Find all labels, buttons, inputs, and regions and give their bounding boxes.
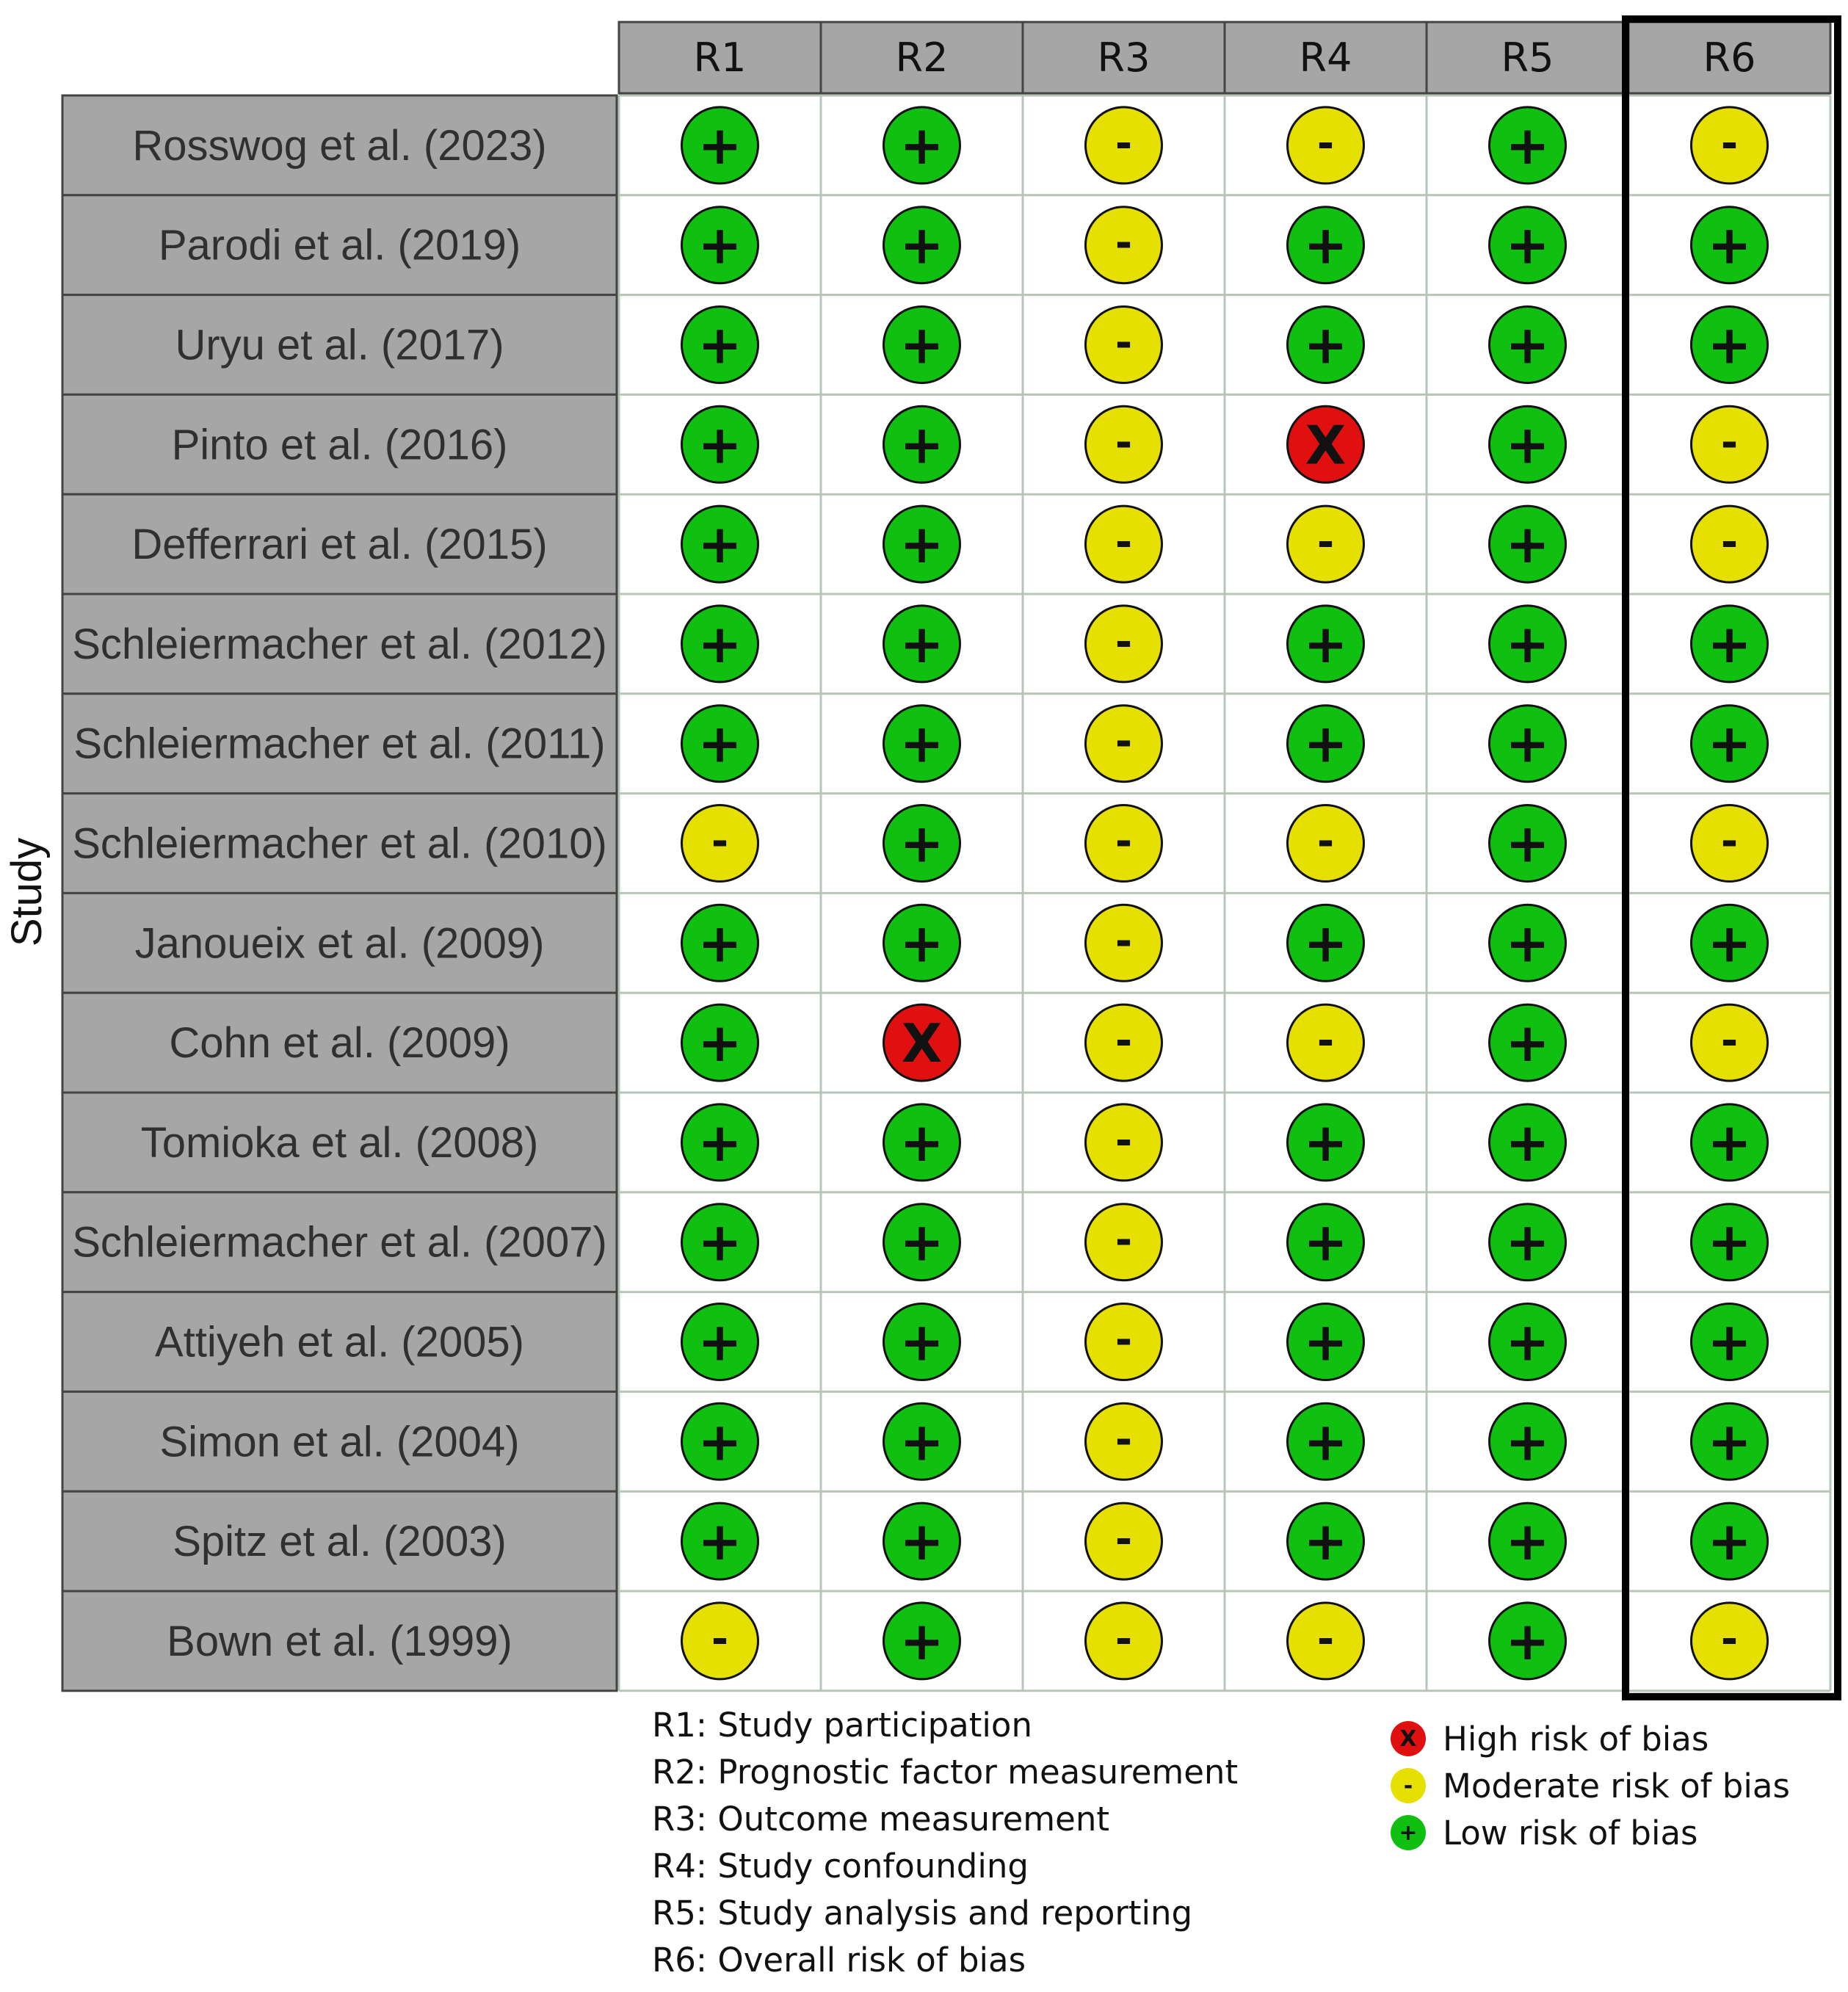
rating-mark-low: [884, 606, 960, 682]
legend-label: High risk of bias: [1443, 1720, 1709, 1759]
rating-mark-low: [682, 1304, 758, 1380]
rating-mark-low: [1490, 1603, 1566, 1679]
rating-symbol: +: [899, 1211, 944, 1273]
rating-symbol: +: [1707, 314, 1752, 376]
rating-mark-low: [1692, 1403, 1768, 1479]
rating-symbol: -: [1115, 1216, 1133, 1264]
study-label: Pinto et al. (2016): [171, 421, 508, 469]
rating-mark-moderate: [1692, 1603, 1768, 1679]
rating-symbol: -: [1720, 119, 1739, 167]
rating-mark-low: [1288, 706, 1364, 782]
rating-mark-moderate: [1086, 905, 1162, 981]
rating-mark-moderate: [1692, 107, 1768, 184]
rating-symbol: +: [1505, 712, 1550, 775]
domain-key-item: R5: Study analysis and reporting: [652, 1894, 1193, 1933]
rating-mark-low: [1490, 905, 1566, 981]
rating-mark-low: [884, 207, 960, 283]
rating-mark-low: [1288, 1304, 1364, 1380]
rating-symbol: -: [1115, 1416, 1133, 1464]
rating-mark-low: [682, 706, 758, 782]
rating-symbol: -: [1316, 1017, 1335, 1065]
legend-symbol: X: [1399, 1726, 1417, 1752]
rating-symbol: +: [697, 1510, 742, 1573]
rating-mark-low: [1692, 207, 1768, 283]
rating-mark-moderate: [682, 1603, 758, 1679]
rating-mark-moderate: [1086, 1603, 1162, 1679]
rating-mark-low: [1692, 1304, 1768, 1380]
rating-mark-moderate: [682, 805, 758, 882]
rating-symbol: -: [1115, 319, 1133, 367]
rating-mark-moderate: [1086, 1503, 1162, 1579]
rating-symbol: +: [899, 1111, 944, 1173]
rating-mark-moderate: [1086, 107, 1162, 184]
rating-symbol: +: [1303, 214, 1348, 276]
study-label: Bown et al. (1999): [167, 1617, 512, 1665]
study-label: Spitz et al. (2003): [173, 1518, 507, 1566]
rating-symbol: +: [697, 712, 742, 775]
rating-symbol: +: [1505, 314, 1550, 376]
rating-mark-high: [884, 1004, 960, 1081]
rating-mark-moderate: [1288, 1603, 1364, 1679]
rating-mark-low: [1288, 207, 1364, 283]
rating-symbol: +: [899, 114, 944, 176]
rating-symbol: +: [697, 314, 742, 376]
rating-mark-low: [1692, 307, 1768, 383]
rating-mark-moderate: [1086, 1104, 1162, 1181]
rating-symbol: +: [899, 214, 944, 276]
rating-symbol: +: [899, 513, 944, 576]
column-header-layer: [619, 22, 1830, 93]
rating-mark-moderate: [1288, 1004, 1364, 1081]
domain-key-item: R1: Study participation: [652, 1706, 1032, 1745]
legend-item-low: [1391, 1814, 1698, 1852]
rating-mark-low: [682, 506, 758, 582]
rating-mark-low: [682, 406, 758, 482]
rating-symbol: -: [1720, 817, 1739, 866]
rating-symbol: -: [1720, 419, 1739, 467]
rating-symbol: -: [1316, 1615, 1335, 1663]
rating-symbol: +: [1303, 1311, 1348, 1373]
rating-symbol: +: [1505, 214, 1550, 276]
axis-layer: [3, 838, 51, 946]
study-label: Simon et al. (2004): [159, 1418, 520, 1466]
domain-key-item: R3: Outcome measurement: [652, 1800, 1109, 1839]
study-label: Tomioka et al. (2008): [140, 1118, 539, 1167]
rating-mark-moderate: [1692, 406, 1768, 482]
rating-mark-low: [884, 1403, 960, 1479]
rating-symbol: +: [899, 812, 944, 874]
study-label: Schleiermacher et al. (2007): [72, 1218, 607, 1267]
column-header-r1: R1: [693, 35, 747, 81]
rating-symbol: +: [1505, 912, 1550, 974]
rating-mark-low: [884, 1204, 960, 1281]
rating-mark-low: [1490, 1403, 1566, 1479]
rating-symbol: +: [1707, 214, 1752, 276]
rating-symbol: +: [1303, 314, 1348, 376]
rating-symbol: -: [1316, 817, 1335, 866]
rating-symbol: +: [1505, 1012, 1550, 1074]
rating-symbol: -: [1115, 1116, 1133, 1165]
rating-mark-low: [1490, 1304, 1566, 1380]
rating-mark-low: [1692, 1503, 1768, 1579]
rating-mark-low: [1490, 606, 1566, 682]
rating-mark-low: [1288, 1104, 1364, 1181]
rating-symbol: +: [899, 1609, 944, 1672]
column-header-r4: R4: [1299, 35, 1352, 81]
study-label: Parodi et al. (2019): [158, 221, 521, 269]
rating-symbol: +: [1303, 1510, 1348, 1573]
rating-symbol: +: [1303, 1211, 1348, 1273]
rating-mark-low: [1692, 706, 1768, 782]
domain-key-item: R2: Prognostic factor measurement: [652, 1753, 1239, 1792]
rating-mark-low: [1490, 307, 1566, 383]
rating-mark-moderate: [1086, 706, 1162, 782]
rating-symbol: -: [711, 817, 729, 866]
rating-mark-moderate: [1086, 606, 1162, 682]
rating-symbol: +: [899, 712, 944, 775]
rating-mark-low: [682, 1204, 758, 1281]
rating-symbol: +: [1707, 712, 1752, 775]
rating-symbol: -: [1115, 119, 1133, 167]
rating-mark-moderate: [1086, 1204, 1162, 1281]
rating-symbol: +: [1707, 1410, 1752, 1473]
rating-mark-low: [1288, 1403, 1364, 1479]
legend-label: Low risk of bias: [1443, 1814, 1698, 1852]
rating-symbol: -: [1115, 1316, 1133, 1364]
rating-mark-low: [884, 1104, 960, 1181]
rating-mark-low: [1288, 307, 1364, 383]
column-header-r5: R5: [1501, 35, 1554, 81]
legend-item-moderate: [1391, 1767, 1790, 1806]
rating-symbol: -: [1720, 1017, 1739, 1065]
rating-symbol: +: [1505, 1111, 1550, 1173]
rating-mark-moderate: [1086, 307, 1162, 383]
rating-mark-moderate: [1086, 805, 1162, 882]
rating-mark-low: [1490, 1503, 1566, 1579]
rating-symbol: +: [697, 1410, 742, 1473]
rating-mark-low: [682, 207, 758, 283]
rating-symbol: +: [899, 612, 944, 675]
rating-symbol: -: [1115, 817, 1133, 866]
rating-symbol: +: [1505, 1211, 1550, 1273]
column-header-r3: R3: [1097, 35, 1151, 81]
rating-symbol: -: [1115, 518, 1133, 567]
rating-mark-low: [1490, 1204, 1566, 1281]
rating-symbol: +: [697, 1012, 742, 1074]
rating-mark-low: [1692, 1204, 1768, 1281]
rating-symbol: +: [899, 1510, 944, 1573]
rating-mark-low: [884, 706, 960, 782]
rating-symbol: +: [697, 513, 742, 576]
rating-mark-low: [1288, 606, 1364, 682]
rating-symbol: -: [1115, 1017, 1133, 1065]
domain-key-item: R6: Overall risk of bias: [652, 1941, 1026, 1980]
rating-symbol: +: [1505, 1410, 1550, 1473]
rating-mark-low: [682, 1004, 758, 1081]
rating-mark-moderate: [1086, 1403, 1162, 1479]
rating-mark-moderate: [1086, 406, 1162, 482]
grid-layer: [619, 95, 1830, 1691]
rating-symbol: +: [899, 1410, 944, 1473]
rating-symbol: +: [1303, 912, 1348, 974]
rating-symbol: +: [1505, 1510, 1550, 1573]
rating-mark-low: [884, 1603, 960, 1679]
rating-mark-moderate: [1086, 1304, 1162, 1380]
rating-mark-low: [1692, 905, 1768, 981]
rating-symbol: -: [1115, 1515, 1133, 1564]
rating-mark-moderate: [1692, 1004, 1768, 1081]
rating-symbol: +: [1707, 1311, 1752, 1373]
rating-symbol: +: [1707, 912, 1752, 974]
rating-mark-low: [1490, 107, 1566, 184]
rating-mark-low: [884, 307, 960, 383]
study-label: Cohn et al. (2009): [169, 1019, 510, 1068]
y-axis-label: Study: [3, 837, 51, 947]
rating-symbol: +: [1707, 612, 1752, 675]
rating-symbol: X: [901, 1013, 943, 1075]
rating-mark-high: [1288, 406, 1364, 482]
rating-mark-low: [1490, 805, 1566, 882]
column-header-r2: R2: [895, 35, 949, 81]
rating-mark-low: [1288, 1204, 1364, 1281]
rating-symbol: +: [899, 314, 944, 376]
rating-mark-moderate: [1692, 506, 1768, 582]
rating-symbol: +: [697, 1211, 742, 1273]
rating-symbol: -: [1115, 1615, 1133, 1663]
rating-mark-moderate: [1086, 1004, 1162, 1081]
rating-mark-low: [682, 1403, 758, 1479]
rating-symbol: +: [1303, 1410, 1348, 1473]
rating-mark-moderate: [1086, 506, 1162, 582]
rating-symbol: +: [1505, 812, 1550, 874]
rating-mark-low: [682, 107, 758, 184]
rating-symbol: +: [1505, 114, 1550, 176]
rating-symbol: -: [1115, 617, 1133, 666]
rating-symbol: +: [1707, 1510, 1752, 1573]
rating-mark-low: [884, 506, 960, 582]
rating-symbol: -: [1316, 119, 1335, 167]
rating-mark-low: [1490, 506, 1566, 582]
rating-mark-low: [682, 1104, 758, 1181]
rating-mark-low: [1490, 706, 1566, 782]
study-label: Janoueix et al. (2009): [134, 919, 545, 968]
legend-symbol: -: [1403, 1773, 1413, 1799]
rating-symbol: +: [697, 612, 742, 675]
study-label: Schleiermacher et al. (2011): [73, 720, 606, 768]
study-label: Schleiermacher et al. (2012): [72, 620, 607, 668]
rating-mark-moderate: [1086, 207, 1162, 283]
rating-mark-low: [884, 805, 960, 882]
rating-symbol: +: [899, 413, 944, 476]
rating-symbol: -: [1115, 717, 1133, 766]
rating-symbol: +: [1303, 612, 1348, 675]
rating-mark-low: [1288, 905, 1364, 981]
study-label-layer: [62, 95, 617, 1691]
rating-symbol: -: [1115, 917, 1133, 966]
rating-symbol: +: [1505, 612, 1550, 675]
rating-mark-low: [884, 1304, 960, 1380]
rating-symbol: +: [697, 1111, 742, 1173]
legend-label: Moderate risk of bias: [1443, 1767, 1790, 1806]
rating-mark-moderate: [1692, 805, 1768, 882]
rating-mark-low: [682, 905, 758, 981]
rating-symbol: +: [1505, 1311, 1550, 1373]
domain-key-item: R4: Study confounding: [652, 1847, 1029, 1886]
rating-symbol: +: [697, 912, 742, 974]
rating-mark-low: [884, 406, 960, 482]
domain-key: [652, 1706, 1238, 1980]
rating-symbol: -: [1720, 1615, 1739, 1663]
rating-symbol: +: [899, 912, 944, 974]
rating-symbol: -: [1115, 219, 1133, 267]
rating-symbol: +: [697, 214, 742, 276]
rating-mark-low: [1692, 606, 1768, 682]
study-label: Uryu et al. (2017): [175, 321, 504, 369]
rating-mark-low: [884, 905, 960, 981]
rating-symbol: -: [1720, 518, 1739, 567]
rating-mark-low: [1288, 1503, 1364, 1579]
rating-mark-low: [1490, 406, 1566, 482]
rating-symbol: -: [1316, 518, 1335, 567]
rating-symbol: +: [1707, 1211, 1752, 1273]
rating-mark-low: [682, 307, 758, 383]
rating-symbol: +: [1505, 1609, 1550, 1672]
study-label: Schleiermacher et al. (2010): [72, 819, 607, 868]
rating-mark-low: [884, 107, 960, 184]
rating-symbol: +: [1505, 413, 1550, 476]
rating-mark-low: [1692, 1104, 1768, 1181]
rating-mark-moderate: [1288, 506, 1364, 582]
rating-symbol: +: [1505, 513, 1550, 576]
rating-symbol: +: [697, 413, 742, 476]
rating-mark-low: [682, 606, 758, 682]
rating-symbol: +: [697, 114, 742, 176]
legend-item-high: [1391, 1720, 1709, 1759]
rating-symbol: +: [899, 1311, 944, 1373]
rating-mark-low: [1490, 1104, 1566, 1181]
legend-symbol: +: [1399, 1820, 1418, 1846]
legend: [1391, 1720, 1790, 1852]
rating-symbol: +: [1303, 712, 1348, 775]
rating-symbol: +: [697, 1311, 742, 1373]
rating-symbol: -: [711, 1615, 729, 1663]
study-label: Rosswog et al. (2023): [132, 121, 547, 170]
rating-symbol: +: [1303, 1111, 1348, 1173]
rating-symbol: -: [1115, 419, 1133, 467]
rating-mark-low: [884, 1503, 960, 1579]
rating-symbol: +: [1707, 1111, 1752, 1173]
study-label: Attiyeh et al. (2005): [155, 1318, 524, 1366]
rating-mark-low: [1490, 1004, 1566, 1081]
rating-mark-low: [682, 1503, 758, 1579]
rating-mark-moderate: [1288, 107, 1364, 184]
column-header-r6: R6: [1703, 35, 1756, 81]
rating-mark-low: [1490, 207, 1566, 283]
study-label: Defferrari et al. (2015): [131, 521, 548, 569]
rating-symbol: X: [1305, 414, 1347, 477]
rating-mark-moderate: [1288, 805, 1364, 882]
